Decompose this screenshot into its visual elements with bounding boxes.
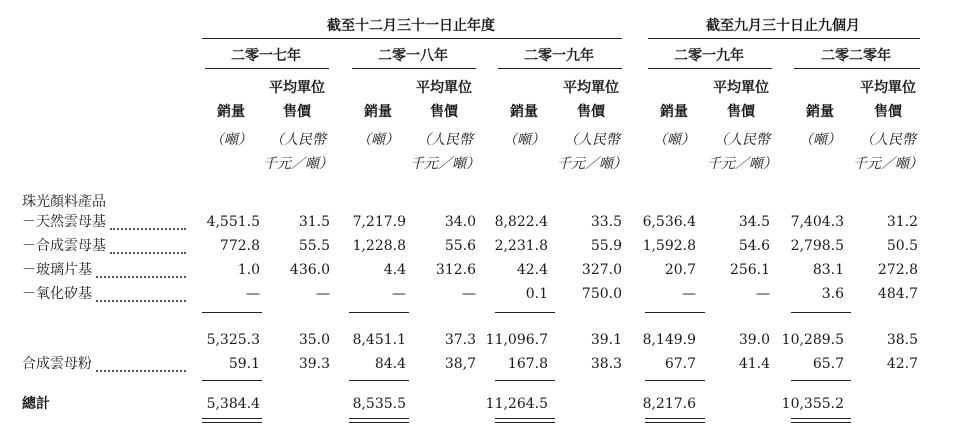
table-cell: 484.7 — [877, 286, 918, 302]
total-rule — [495, 380, 555, 381]
total-cell: 10,355.2 — [781, 396, 844, 412]
dot-leader — [110, 252, 186, 254]
total-cell: 8,535.5 — [352, 396, 406, 412]
table-cell: 1.0 — [237, 262, 260, 278]
table-cell: 4,551.5 — [206, 214, 260, 230]
table-cell: 42.4 — [516, 262, 548, 278]
table-cell: 772.8 — [219, 238, 260, 254]
subtotal-cell: 35.0 — [298, 332, 330, 348]
double-underline — [645, 418, 705, 419]
row-label: －玻璃片基 — [22, 262, 92, 278]
col-volume-label: 銷量 — [806, 104, 834, 120]
col-volume-label: 銷量 — [217, 104, 245, 120]
double-underline — [349, 418, 409, 419]
year-rule-2018 — [352, 68, 476, 69]
ninemonth-header-rule — [648, 38, 920, 39]
col-price-label: 售價 — [430, 104, 458, 120]
table-cell: 34.5 — [738, 214, 770, 230]
subtotal-cell: 8,451.1 — [352, 332, 406, 348]
table-cell: — — [316, 286, 330, 302]
table-cell: 83.1 — [812, 262, 844, 278]
col-volume-unit: （噸） — [799, 132, 841, 148]
table-cell: 55.9 — [590, 238, 622, 254]
annual-header-rule — [202, 38, 622, 39]
col-price-unit: 千元／噸） — [853, 156, 923, 172]
table-cell: 1,228.8 — [352, 238, 406, 254]
subtotal-rule — [202, 312, 262, 313]
table-cell: 41.4 — [738, 356, 770, 372]
total-cell: 5,384.4 — [206, 396, 260, 412]
col-price-unit: 千元／噸） — [263, 156, 333, 172]
table-cell: — — [392, 286, 406, 302]
table-cell: 38.3 — [590, 356, 622, 372]
col-price-unit: （人民幣 — [714, 132, 770, 148]
total-cell: 8,217.6 — [642, 396, 696, 412]
table-cell: 84.4 — [374, 356, 406, 372]
year-rule-2020-9m — [794, 68, 920, 69]
table-cell: 6,536.4 — [642, 214, 696, 230]
table-cell: 50.5 — [886, 238, 918, 254]
total-label: 總計 — [22, 396, 50, 412]
table-cell: 1,592.8 — [642, 238, 696, 254]
dot-leader — [110, 228, 186, 230]
table-cell: 8,822.4 — [494, 214, 548, 230]
double-underline — [495, 422, 555, 423]
col-volume-label: 銷量 — [364, 104, 392, 120]
dot-leader — [96, 276, 186, 278]
subtotal-cell: 39.1 — [590, 332, 622, 348]
col-volume-unit: （噸） — [653, 132, 695, 148]
annual-period-header: 截至十二月三十一日止年度 — [327, 18, 495, 34]
table-cell: 67.7 — [664, 356, 696, 372]
table-cell: 167.8 — [507, 356, 548, 372]
subtotal-rule — [645, 312, 705, 313]
subtotal-rule — [791, 312, 851, 313]
col-price-unit: （人民幣 — [417, 132, 473, 148]
table-cell: 3.6 — [821, 286, 844, 302]
col-price-unit: （人民幣 — [270, 132, 326, 148]
table-cell: — — [682, 286, 696, 302]
subtotal-cell: 39.0 — [738, 332, 770, 348]
table-cell: 42.7 — [886, 356, 918, 372]
subtotal-cell: 10,289.5 — [781, 332, 844, 348]
table-cell: — — [462, 286, 476, 302]
table-cell: 4.4 — [383, 262, 406, 278]
col-price-label: 售價 — [874, 104, 902, 120]
table-cell: 7,217.9 — [352, 214, 406, 230]
subtotal-cell: 11,096.7 — [485, 332, 548, 348]
col-volume-unit: （噸） — [357, 132, 399, 148]
table-cell: 55.5 — [298, 238, 330, 254]
table-cell: 7,404.3 — [790, 214, 844, 230]
double-underline — [495, 418, 555, 419]
table-cell: 256.1 — [729, 262, 770, 278]
table-cell: 34.0 — [444, 214, 476, 230]
table-cell: — — [756, 286, 770, 302]
year-header-2019: 二零一九年 — [524, 48, 594, 64]
col-price-label: 平均單位 — [416, 80, 472, 96]
subtotal-rule — [495, 312, 555, 313]
row-label: －天然雲母基 — [22, 214, 106, 230]
double-underline — [645, 422, 705, 423]
col-volume-label: 銷量 — [510, 104, 538, 120]
col-price-unit: （人民幣 — [564, 132, 620, 148]
total-rule — [645, 380, 705, 381]
col-price-label: 售價 — [577, 104, 605, 120]
total-rule — [791, 380, 851, 381]
subtotal-cell: 38.5 — [886, 332, 918, 348]
total-cell: 11,264.5 — [485, 396, 548, 412]
table-cell: 20.7 — [664, 262, 696, 278]
year-header-2018: 二零一八年 — [378, 48, 448, 64]
row-label: －合成雲母基 — [22, 238, 106, 254]
table-cell: 312.6 — [435, 262, 476, 278]
col-price-label: 平均單位 — [860, 80, 916, 96]
double-underline — [791, 418, 851, 419]
table-cell: 55.6 — [444, 238, 476, 254]
col-price-unit: 千元／噸） — [557, 156, 627, 172]
subtotal-rule — [349, 312, 409, 313]
row-label: 合成雲母粉 — [22, 356, 92, 372]
subtotal-cell: 5,325.3 — [206, 332, 260, 348]
table-cell: 0.1 — [525, 286, 548, 302]
col-price-unit: 千元／噸） — [707, 156, 777, 172]
total-rule — [349, 380, 409, 381]
table-cell: 2,798.5 — [790, 238, 844, 254]
col-price-label: 售價 — [283, 104, 311, 120]
table-cell: — — [246, 286, 260, 302]
table-cell: 39.3 — [298, 356, 330, 372]
dot-leader — [96, 300, 186, 302]
double-underline — [791, 422, 851, 423]
col-price-unit: （人民幣 — [860, 132, 916, 148]
col-volume-unit: （噸） — [210, 132, 252, 148]
year-header-2019-9m: 二零一九年 — [674, 48, 744, 64]
col-price-label: 平均單位 — [563, 80, 619, 96]
section-title: 珠光顏料產品 — [22, 194, 106, 210]
col-price-label: 平均單位 — [269, 80, 325, 96]
table-cell: 59.1 — [228, 356, 260, 372]
table-cell: 436.0 — [289, 262, 330, 278]
table-cell: 54.6 — [738, 238, 770, 254]
col-price-unit: 千元／噸） — [410, 156, 480, 172]
table-cell: 327.0 — [581, 262, 622, 278]
subtotal-cell: 8,149.9 — [642, 332, 696, 348]
table-cell: 750.0 — [581, 286, 622, 302]
subtotal-cell: 37.3 — [444, 332, 476, 348]
table-cell: 31.5 — [298, 214, 330, 230]
double-underline — [202, 422, 262, 423]
table-cell: 38,7 — [444, 356, 476, 372]
table-cell: 31.2 — [886, 214, 918, 230]
table-cell: 33.5 — [590, 214, 622, 230]
row-label: －氧化矽基 — [22, 286, 92, 302]
col-price-label: 平均單位 — [713, 80, 769, 96]
year-header-2017: 二零一七年 — [231, 48, 301, 64]
year-rule-2019-9m — [648, 68, 772, 69]
year-header-2020-9m: 二零二零年 — [821, 48, 891, 64]
total-rule — [202, 380, 262, 381]
table-cell: 65.7 — [812, 356, 844, 372]
double-underline — [202, 418, 262, 419]
ninemonth-period-header: 截至九月三十日止九個月 — [706, 18, 860, 34]
table-cell: 272.8 — [877, 262, 918, 278]
col-price-label: 售價 — [727, 104, 755, 120]
double-underline — [349, 422, 409, 423]
year-rule-2019 — [498, 68, 622, 69]
dot-leader — [96, 370, 186, 372]
year-rule-2017 — [205, 68, 329, 69]
col-volume-unit: （噸） — [503, 132, 545, 148]
table-cell: 2,231.8 — [494, 238, 548, 254]
col-volume-label: 銷量 — [660, 104, 688, 120]
